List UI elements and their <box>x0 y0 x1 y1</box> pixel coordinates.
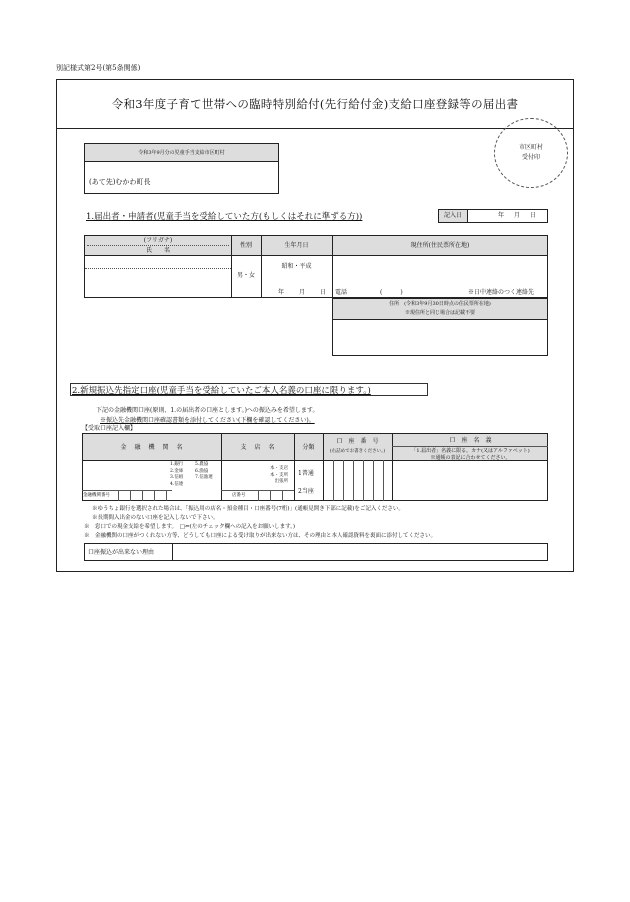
name-label: 氏 名 <box>145 247 170 254</box>
note-1: ※ゆうちょ銀行を選択された場合は、「振込用の店名・預金種目・口座番号(7桁)」(通帳見開き下部に記載)をご記入ください。 <box>92 506 404 512</box>
divider <box>84 161 279 162</box>
account-number-field[interactable] <box>324 461 391 500</box>
branch-name-field[interactable] <box>223 462 268 489</box>
form-title: 令和3年度子育て世帯への臨時特別給付(先行給付金)支給口座登録等の届出書 <box>111 97 519 111</box>
branch-code-field[interactable] <box>259 491 293 500</box>
bank-code-field[interactable] <box>119 491 166 500</box>
bank-type[interactable]: 7.信漁連 <box>195 475 213 481</box>
title-divider <box>56 128 574 129</box>
branch-type[interactable]: 本・支所 <box>270 472 288 478</box>
prev-address-field[interactable] <box>334 321 546 354</box>
bank-name-field[interactable] <box>84 462 168 489</box>
section2-desc2: ※振込先金融機関口座確認書類を添付してください(下欄を確認してください)。 <box>100 417 315 424</box>
birth-date[interactable]: 年 月 日 <box>278 289 328 296</box>
class-header: 分類 <box>302 444 315 451</box>
bank-header: 金 融 機 関 名 <box>120 444 184 451</box>
gender-value[interactable]: 男・女 <box>236 272 255 279</box>
account-note: (右詰めでお書きください。) <box>329 449 386 454</box>
phone-field[interactable]: ( ) <box>380 289 403 296</box>
class-value-1[interactable]: 1普通 <box>298 470 314 477</box>
holder-note1: 「1.届出者」名義に限る。カナ(又はアルファベット) <box>411 448 530 454</box>
birth-era[interactable]: 昭和・平成 <box>281 263 312 270</box>
gender-header: 性別 <box>239 242 252 249</box>
phone-note: ※日中連絡のつく連絡先 <box>468 289 535 296</box>
branch-type[interactable]: 出張所 <box>274 479 288 485</box>
bank-types-col1[interactable] <box>170 462 183 488</box>
bank-type[interactable]: 1.銀行 <box>170 462 184 467</box>
no-account-reason-field[interactable] <box>174 545 546 559</box>
bank-type[interactable]: 6.漁協 <box>195 468 209 474</box>
divider <box>166 490 167 501</box>
bank-type[interactable]: 4.信連 <box>170 481 184 487</box>
bank-types-col2[interactable] <box>195 462 213 482</box>
note-3-cash-checkbox[interactable]: ※ 窓口での現金支給を希望します。 □⇐(左のチェック欄への記入をお願いします。) <box>84 524 296 530</box>
name-field[interactable] <box>86 256 230 297</box>
no-account-label: 口座振込が出来ない理由 <box>88 549 155 556</box>
section1-title: 1.届出者・申請者(児童手当を受給していた方(もしくはそれに準ずる方)) <box>86 212 363 222</box>
divider <box>332 319 548 320</box>
note-2: ※長期間入出金のない口座を記入しないで下さい。 <box>92 515 219 521</box>
holder-note2: ※通帳の表記に合わせてください。 <box>430 455 511 461</box>
furigana-label: (フリガナ) <box>143 237 173 244</box>
holder-header: 口 座 名 義 <box>449 437 492 444</box>
account-holder-field[interactable] <box>394 461 546 500</box>
address-field[interactable] <box>334 256 546 287</box>
divider <box>172 543 173 561</box>
section2-desc1: 下記の金融機関口座(原則、1.の届出者の口座とします。)への振込みを希望します。 <box>96 407 319 414</box>
branch-types[interactable] <box>270 466 288 486</box>
bank-type[interactable]: 3.信組 <box>170 475 184 481</box>
form-code: 別記様式第2号(第5条関係) <box>56 64 141 72</box>
dotted-line <box>87 245 229 246</box>
birth-header: 生年月日 <box>284 242 309 249</box>
municipality-header: 令和3年9月分の児童手当支給市区町村 <box>85 144 278 161</box>
branch-type[interactable]: 本・支店 <box>270 466 288 471</box>
reception-stamp: 市区町村 受付印 <box>494 118 568 188</box>
bank-type[interactable]: 5.農協 <box>195 462 209 467</box>
entry-label: 【受取口座記入欄】 <box>82 425 137 432</box>
prev-address-header: 住所 (令和3年9月30日時点の住民票所在地) <box>389 301 491 307</box>
section2-title: 2.新規振込先指定口座(児童手当を受給していたご本人名義の口座に限ります。) <box>72 386 371 396</box>
note-4: ※ 金融機関の口座がつくれない方等、どうしても口座による受け取りが出来ない方は、その理由と本人確認資料を裏面に添付してください。 <box>84 533 437 539</box>
class-value-2[interactable]: 2当座 <box>298 488 314 495</box>
account-header: 口 座 番 号 <box>336 438 379 445</box>
prev-address-note: ※現住所と同じ場合は記載不要 <box>404 310 475 316</box>
bank-code-label: 金融機関番号 <box>83 493 110 498</box>
bank-type[interactable]: 2.金庫 <box>170 468 184 474</box>
date-value: 年 月 日 <box>498 212 539 219</box>
address-header: 現住所(住民票所在地) <box>410 242 470 249</box>
divider <box>467 209 468 223</box>
phone-label: 電話 <box>335 289 348 296</box>
branch-header: 支 店 名 <box>240 444 276 451</box>
addressee[interactable]: (あて先)むかわ町長 <box>89 178 151 186</box>
date-label: 記入日 <box>439 210 467 222</box>
branch-code-label: 店番号 <box>232 493 246 498</box>
